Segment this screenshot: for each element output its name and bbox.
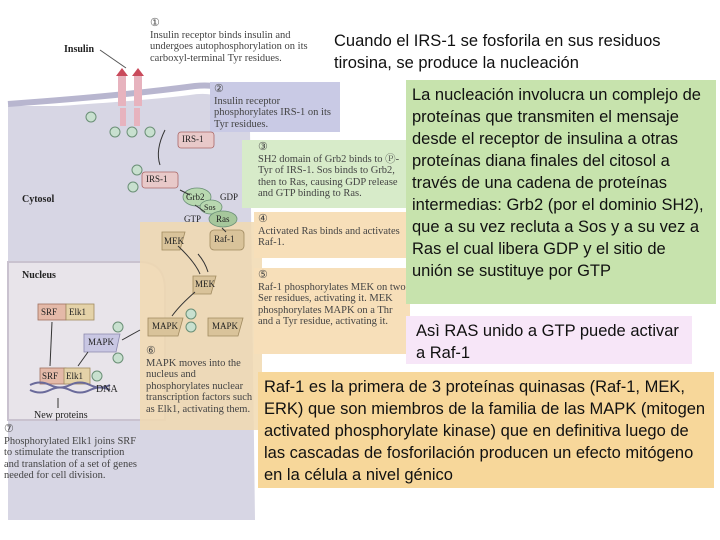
gdp-label: GDP [220, 192, 239, 202]
grb2-label: Grb2 [186, 192, 205, 202]
step-4-description: Activated Ras binds and activates Raf-1. [258, 225, 400, 248]
cytosol-label: Cytosol [22, 194, 55, 205]
step-3-text [254, 140, 410, 202]
mek-label-a: MEK [164, 236, 184, 246]
step-5-number: ⑤ [258, 269, 268, 281]
new-proteins-label: New proteins [34, 410, 88, 421]
mapk-label-a: MAPK [152, 321, 179, 331]
step-2-text [210, 82, 340, 132]
dna-label: DNA [96, 384, 118, 395]
step-3-number: ③ [258, 141, 268, 153]
irs1-label-b: IRS-1 [146, 174, 168, 184]
callout-nucleation: Cuando el IRS-1 se fosforila en sus residuos tirosina, se produce la nucleación [328, 26, 706, 74]
step-5-text [254, 268, 410, 330]
callout-nucleation-detail: La nucleación involucra un complejo de proteínas que transmiten el mensaje desde el receptor de insulina a otras proteínas diana finales del citosol a través de una cadena de proteínas intermedias: Grb2 (por el dominio SH2), que a su vez recluta a Sos y a su vez a Ras el cual libera GDP y el sitio de unión se sustituye por GTP [406, 80, 716, 304]
step-6-number: ⑥ [146, 345, 156, 357]
irs1-label-a: IRS-1 [182, 134, 204, 144]
step-2-number: ② [214, 83, 224, 95]
step-6-text [142, 344, 260, 417]
step-3-description: SH2 domain of Grb2 binds to Ⓟ-Tyr of IRS-1. Sos binds to Grb2, then to Ras, causing GDP release and GTP binding to Ras. [258, 153, 400, 199]
step-7-description: Phosphorylated Elk1 joins SRF to stimulate the transcription and translation of a set of genes needed for cell division. [4, 435, 137, 481]
elk1-label-a: Elk1 [69, 307, 86, 317]
step-7-number: ⑦ [4, 423, 14, 435]
elk1-label-b: Elk1 [66, 371, 83, 381]
srf-label-b: SRF [42, 371, 59, 381]
insulin-label: Insulin [64, 44, 95, 55]
step-4-number: ④ [258, 213, 268, 225]
callout-mapk-cascade: Raf-1 es la primera de 3 proteínas quinasas (Raf-1, MEK, ERK) que son miembros de la familia de las MAPK (mitogen activated phosphorylate kinase) que en definitiva luego de las cascadas de fosforilación producen un efecto mitógeno en la célula a nivel génico [258, 372, 714, 488]
step-1-text [146, 16, 312, 66]
step-6-description: MAPK moves into the nucleus and phosphorylates nuclear transcription factors such as Elk1, activating them. [146, 357, 253, 415]
raf1-label: Raf-1 [214, 234, 235, 244]
gtp-label: GTP [184, 214, 202, 224]
step-1-number: ① [150, 17, 160, 29]
ras-label: Ras [216, 214, 230, 224]
step-1-description: Insulin receptor binds insulin and undergoes autophosphorylation on its carboxyl-terminal Tyr residues. [150, 29, 308, 64]
step-2-description: Insulin receptor phosphorylates IRS-1 on its Tyr residues. [214, 95, 331, 130]
srf-label-a: SRF [41, 307, 58, 317]
sos-label: Sos [204, 203, 216, 212]
mapk-label-c: MAPK [88, 337, 115, 347]
step-4-text [254, 212, 410, 251]
step-7-text [0, 422, 146, 484]
step-5-description: Raf-1 phosphorylates MEK on two Ser residues, activating it. MEK phosphorylates MAPK on a Thr and a Tyr residue, activating it. [258, 281, 406, 327]
insulin-pointer [100, 50, 126, 68]
mek-label-b: MEK [195, 279, 215, 289]
mapk-label-b: MAPK [212, 321, 239, 331]
callout-ras-raf: Asì RAS unido a GTP puede activar a Raf-1 [406, 316, 692, 364]
nucleus-label: Nucleus [22, 270, 56, 281]
